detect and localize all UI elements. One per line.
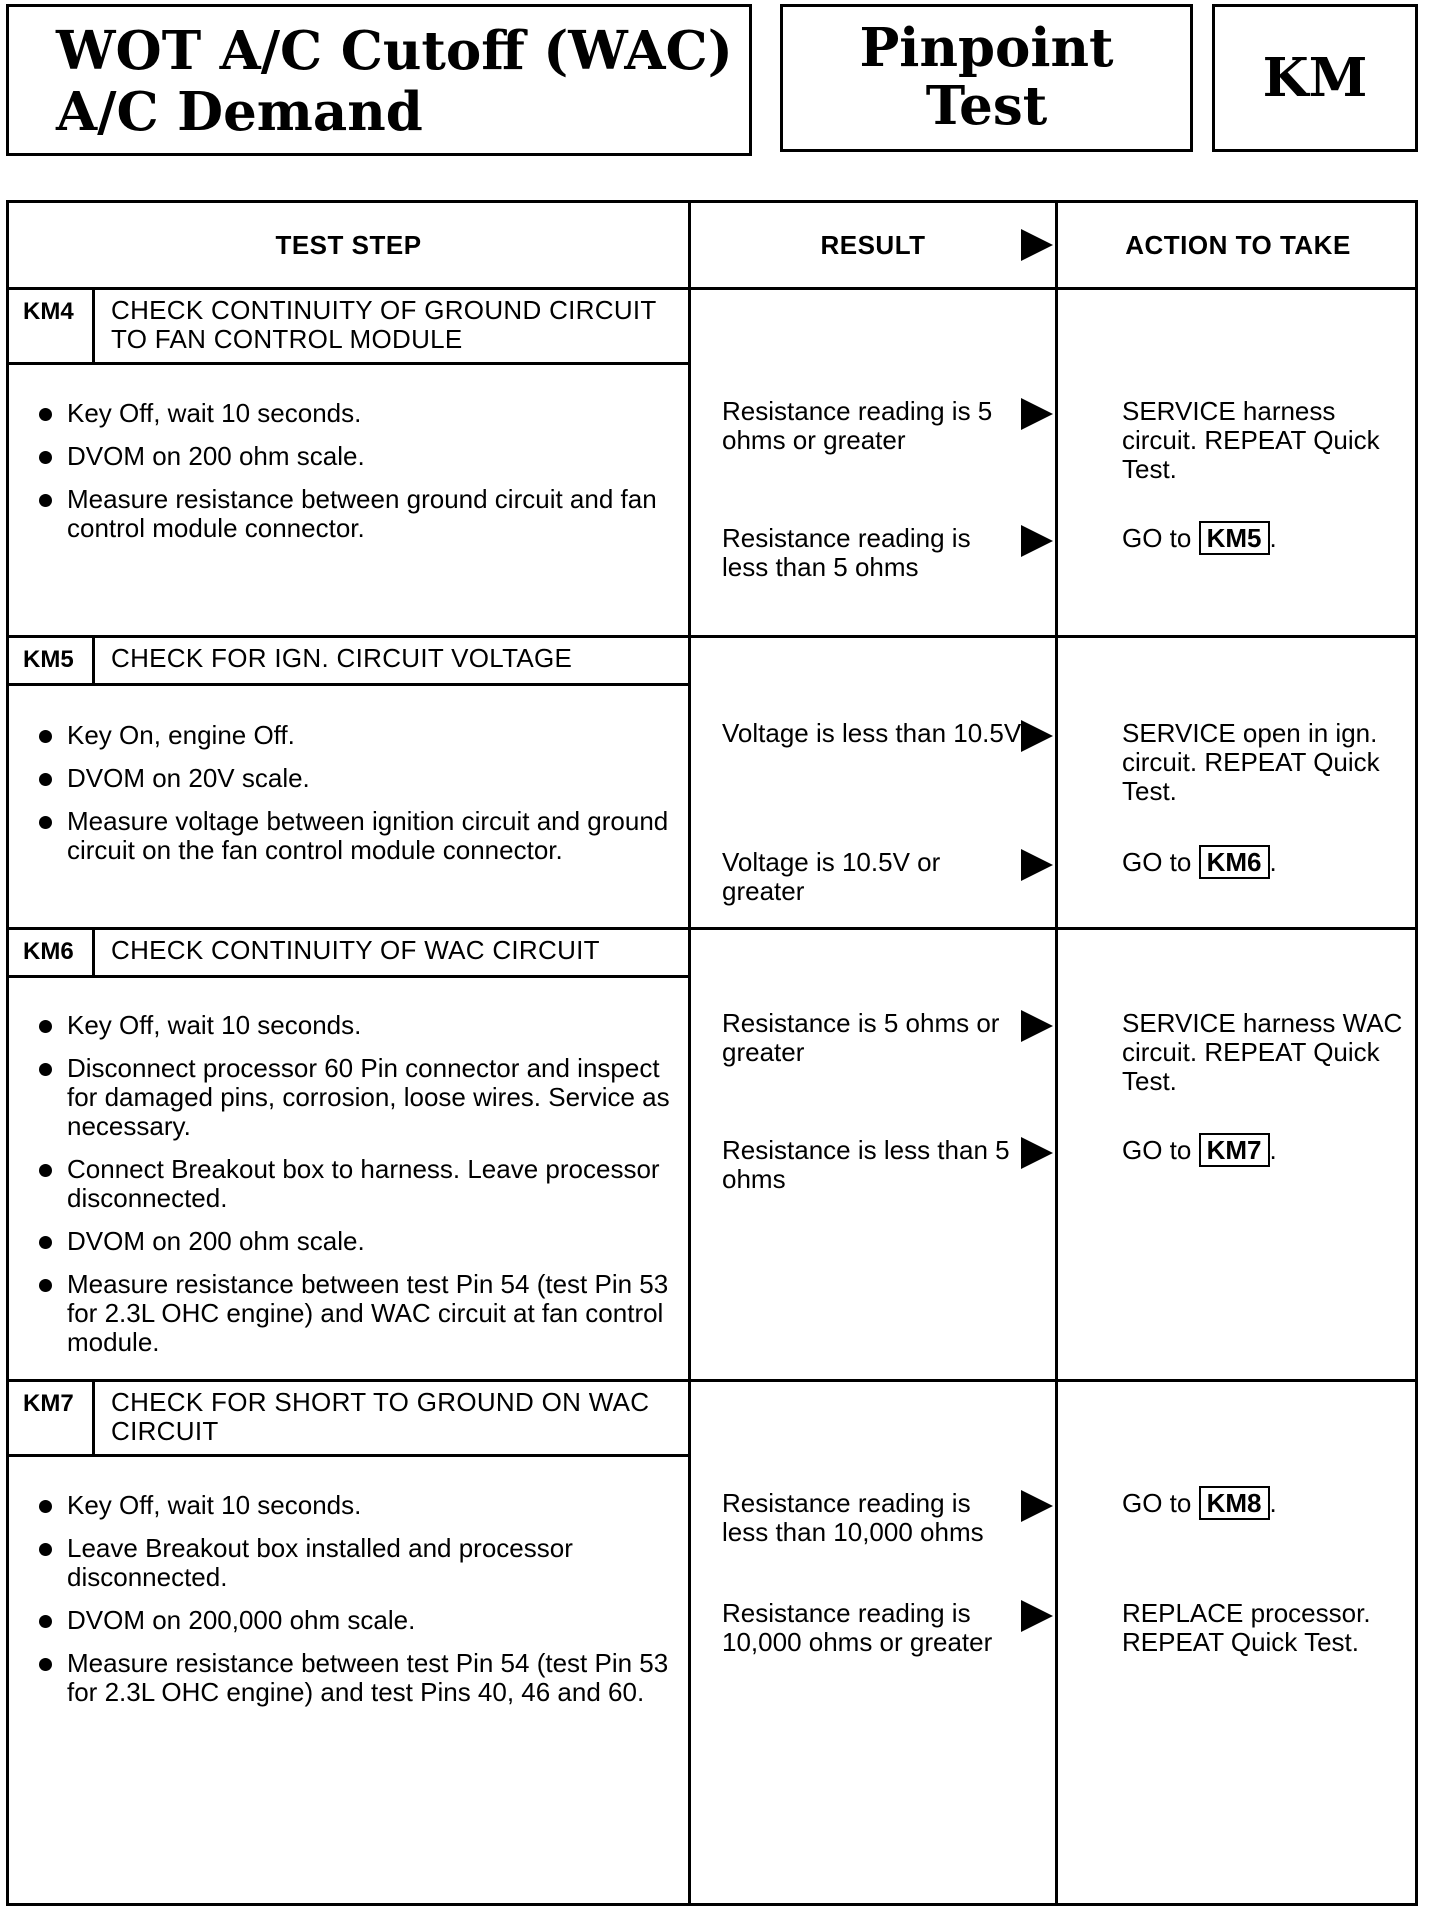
result-text: Resistance reading is less than 10,000 ohms [722, 1488, 984, 1547]
result-text: Voltage is 10.5V or greater [722, 847, 941, 906]
instruction-item: DVOM on 200 ohm scale. [37, 442, 677, 471]
action-text: SERVICE open in ign. circuit. REPEAT Quick Test. [1122, 718, 1380, 806]
step-code: KM4 [9, 290, 95, 362]
instruction-item: Measure resistance between test Pin 54 (test Pin 53 for 2.3L OHC engine) and test Pins 40, 46 and 60. [37, 1649, 677, 1707]
action-goto [1122, 521, 1412, 555]
step-title: CHECK FOR SHORT TO GROUND ON WAC CIRCUIT [111, 1387, 650, 1446]
instruction-item: Connect Breakout box to harness. Leave processor disconnected. [37, 1155, 677, 1213]
instruction-item: Key Off, wait 10 seconds. [37, 1491, 677, 1520]
arrow-icon [1021, 720, 1053, 752]
result-text: Resistance reading is 5 ohms or greater [722, 396, 993, 455]
step-title: CHECK FOR IGN. CIRCUIT VOLTAGE [111, 643, 573, 673]
goto-step-link[interactable]: KM6 [1199, 845, 1270, 879]
arrow-icon [1021, 525, 1053, 557]
column-header-result: RESULT [820, 229, 926, 260]
arrow-icon [1021, 1010, 1053, 1042]
step-header-km7 [9, 1382, 688, 1457]
arrow-icon [1021, 1600, 1053, 1632]
pinpoint-test-box [780, 4, 1193, 152]
goto-label: GO to [1122, 523, 1192, 553]
arrow-icon [1021, 1137, 1053, 1169]
result-text: Resistance reading is less than 5 ohms [722, 523, 971, 582]
instruction-item: DVOM on 200 ohm scale. [37, 1227, 677, 1256]
goto-period: . [1269, 1488, 1277, 1518]
instruction-item: DVOM on 200,000 ohm scale. [37, 1606, 677, 1635]
step-title: CHECK CONTINUITY OF GROUND CIRCUIT TO FAN CONTROL MODULE [111, 295, 657, 354]
action-goto [1122, 1486, 1412, 1520]
instruction-item: Key Off, wait 10 seconds. [37, 399, 677, 428]
result-text: Resistance is 5 ohms or greater [722, 1008, 1000, 1067]
arrow-icon [1021, 1490, 1053, 1522]
goto-label: GO to [1122, 1135, 1192, 1165]
test-code-box [1212, 4, 1418, 152]
page-title-line1: WOT A/C Cutoff (WAC) [56, 20, 733, 82]
instruction-item: Key Off, wait 10 seconds. [37, 1011, 677, 1040]
result-text: Resistance reading is 10,000 ohms or greater [722, 1598, 993, 1657]
step-instructions-km7 [37, 1491, 677, 1721]
result-text: Voltage is less than 10.5V [722, 718, 1022, 748]
goto-period: . [1269, 523, 1277, 553]
arrow-icon [1021, 849, 1053, 881]
goto-label: GO to [1122, 847, 1192, 877]
test-label: Test [925, 75, 1048, 137]
result-text: Resistance is less than 5 ohms [722, 1135, 1010, 1194]
action-goto [1122, 1133, 1412, 1167]
instruction-item: Key On, engine Off. [37, 721, 677, 750]
step-instructions-km6 [37, 1011, 677, 1371]
step-header-km4 [9, 290, 688, 365]
pinpoint-label: Pinpoint [859, 17, 1114, 79]
instruction-item: Measure voltage between ignition circuit and ground circuit on the fan control module connector. [37, 807, 677, 865]
goto-period: . [1269, 847, 1277, 877]
step-header-km6 [9, 930, 688, 978]
instruction-item: Disconnect processor 60 Pin connector and inspect for damaged pins, corrosion, loose wires. Service as necessary. [37, 1054, 677, 1141]
step-instructions-km4 [37, 399, 677, 557]
goto-label: GO to [1122, 1488, 1192, 1518]
pinpoint-table [6, 200, 1418, 1906]
page-title-line2: A/C Demand [56, 81, 423, 143]
step-code: KM7 [9, 1382, 95, 1454]
instruction-item: Measure resistance between ground circuit and fan control module connector. [37, 485, 677, 543]
column-header-action: ACTION TO TAKE [1125, 229, 1351, 260]
test-code: KM [1262, 47, 1368, 109]
action-goto [1122, 845, 1412, 879]
arrow-icon [1021, 398, 1053, 430]
column-divider [688, 203, 691, 1903]
instruction-item: DVOM on 20V scale. [37, 764, 677, 793]
action-text: REPLACE processor. REPEAT Quick Test. [1122, 1598, 1371, 1657]
instruction-item: Leave Breakout box installed and processor disconnected. [37, 1534, 677, 1592]
step-code: KM6 [9, 930, 95, 975]
arrow-icon [1021, 229, 1053, 261]
action-text: SERVICE harness WAC circuit. REPEAT Quick Test. [1122, 1008, 1403, 1096]
instruction-item: Measure resistance between test Pin 54 (test Pin 53 for 2.3L OHC engine) and WAC circuit at fan control module. [37, 1270, 677, 1357]
step-code: KM5 [9, 638, 95, 683]
title-box [6, 4, 752, 156]
step-header-km5 [9, 638, 688, 686]
column-header-test-step: TEST STEP [275, 229, 422, 260]
goto-period: . [1269, 1135, 1277, 1165]
goto-step-link[interactable]: KM5 [1199, 521, 1270, 555]
step-instructions-km5 [37, 721, 677, 879]
step-title: CHECK CONTINUITY OF WAC CIRCUIT [111, 935, 600, 965]
goto-step-link[interactable]: KM8 [1199, 1486, 1270, 1520]
goto-step-link[interactable]: KM7 [1199, 1133, 1270, 1167]
column-divider [1055, 203, 1058, 1903]
action-text: SERVICE harness circuit. REPEAT Quick Test. [1122, 396, 1380, 484]
